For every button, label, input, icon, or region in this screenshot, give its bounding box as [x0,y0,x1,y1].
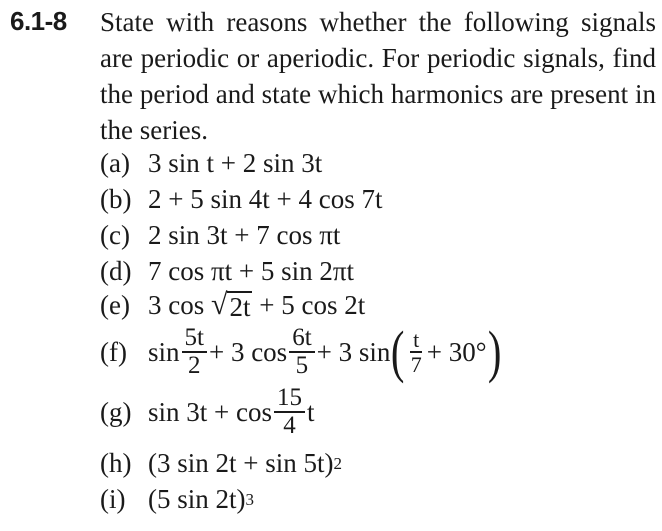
item-label: (e) [100,290,130,320]
numerator: 6t [289,326,314,353]
item-expression: (5 sin 2t) 3 [148,484,254,514]
item-b [100,184,382,215]
item-expression: 7 cos πt + 5 sin 2πt [148,256,354,286]
item-label: (h) [100,448,132,478]
problem-statement: State with reasons whether the following signals are periodic or aperiodic. For periodic signals, find the period and state which harmonics are present in the series. [100,7,656,145]
item-label: (d) [100,256,132,286]
item-expression: 2 + 5 sin 4t + 4 cos 7t [148,184,383,214]
item-expression [148,287,366,322]
radicand: 2t [229,291,251,322]
item-label: (b) [100,184,132,214]
denominator: 7 [410,352,422,377]
expr-part: sin 3t + cos [148,396,272,427]
denominator: 2 [187,352,201,379]
item-expression [148,386,315,438]
item-label: (i) [100,484,126,514]
left-paren: ( [391,319,405,384]
item-label: (g) [100,396,132,427]
right-paren: ) [487,319,501,384]
expr-part: + 5 cos 2t [252,290,366,320]
expr-part: 3 cos [148,290,211,320]
item-a [100,148,322,179]
item-label: (f) [100,336,127,367]
expr-part: sin [148,336,180,367]
item-expression: 3 sin t + 2 sin 3t [148,148,323,178]
item-i [100,484,254,515]
fraction [289,326,314,378]
item-label: (a) [100,148,130,178]
numerator: t [410,329,422,353]
numerator: 5t [182,326,207,353]
item-expression: (3 sin 2t + sin 5t) 2 [148,448,342,478]
denominator: 5 [295,352,309,379]
fraction [182,326,207,378]
item-g [100,386,315,438]
expr-part: + 3 cos [208,336,288,367]
expr-part: + 30° [426,336,487,367]
fraction [274,386,305,438]
radical-sign: √ [211,287,228,321]
numerator: 15 [274,386,305,413]
item-expression [148,319,502,384]
expr-part: t [306,396,315,427]
fraction [408,329,425,375]
expr-part: (3 sin 2t + sin 5t) [148,448,334,478]
problem-number: 6.1-8 [10,6,67,36]
square-root [211,287,252,322]
item-expression: 2 sin 3t + 7 cos πt [148,220,341,250]
item-d [100,256,354,287]
denominator: 4 [283,412,296,439]
item-f [100,319,502,384]
item-e [100,287,366,322]
item-c [100,220,340,251]
item-label: (c) [100,220,130,250]
expr-part: (5 sin 2t) [148,484,246,514]
expr-part: + 3 sin [316,336,391,367]
item-h [100,448,342,479]
